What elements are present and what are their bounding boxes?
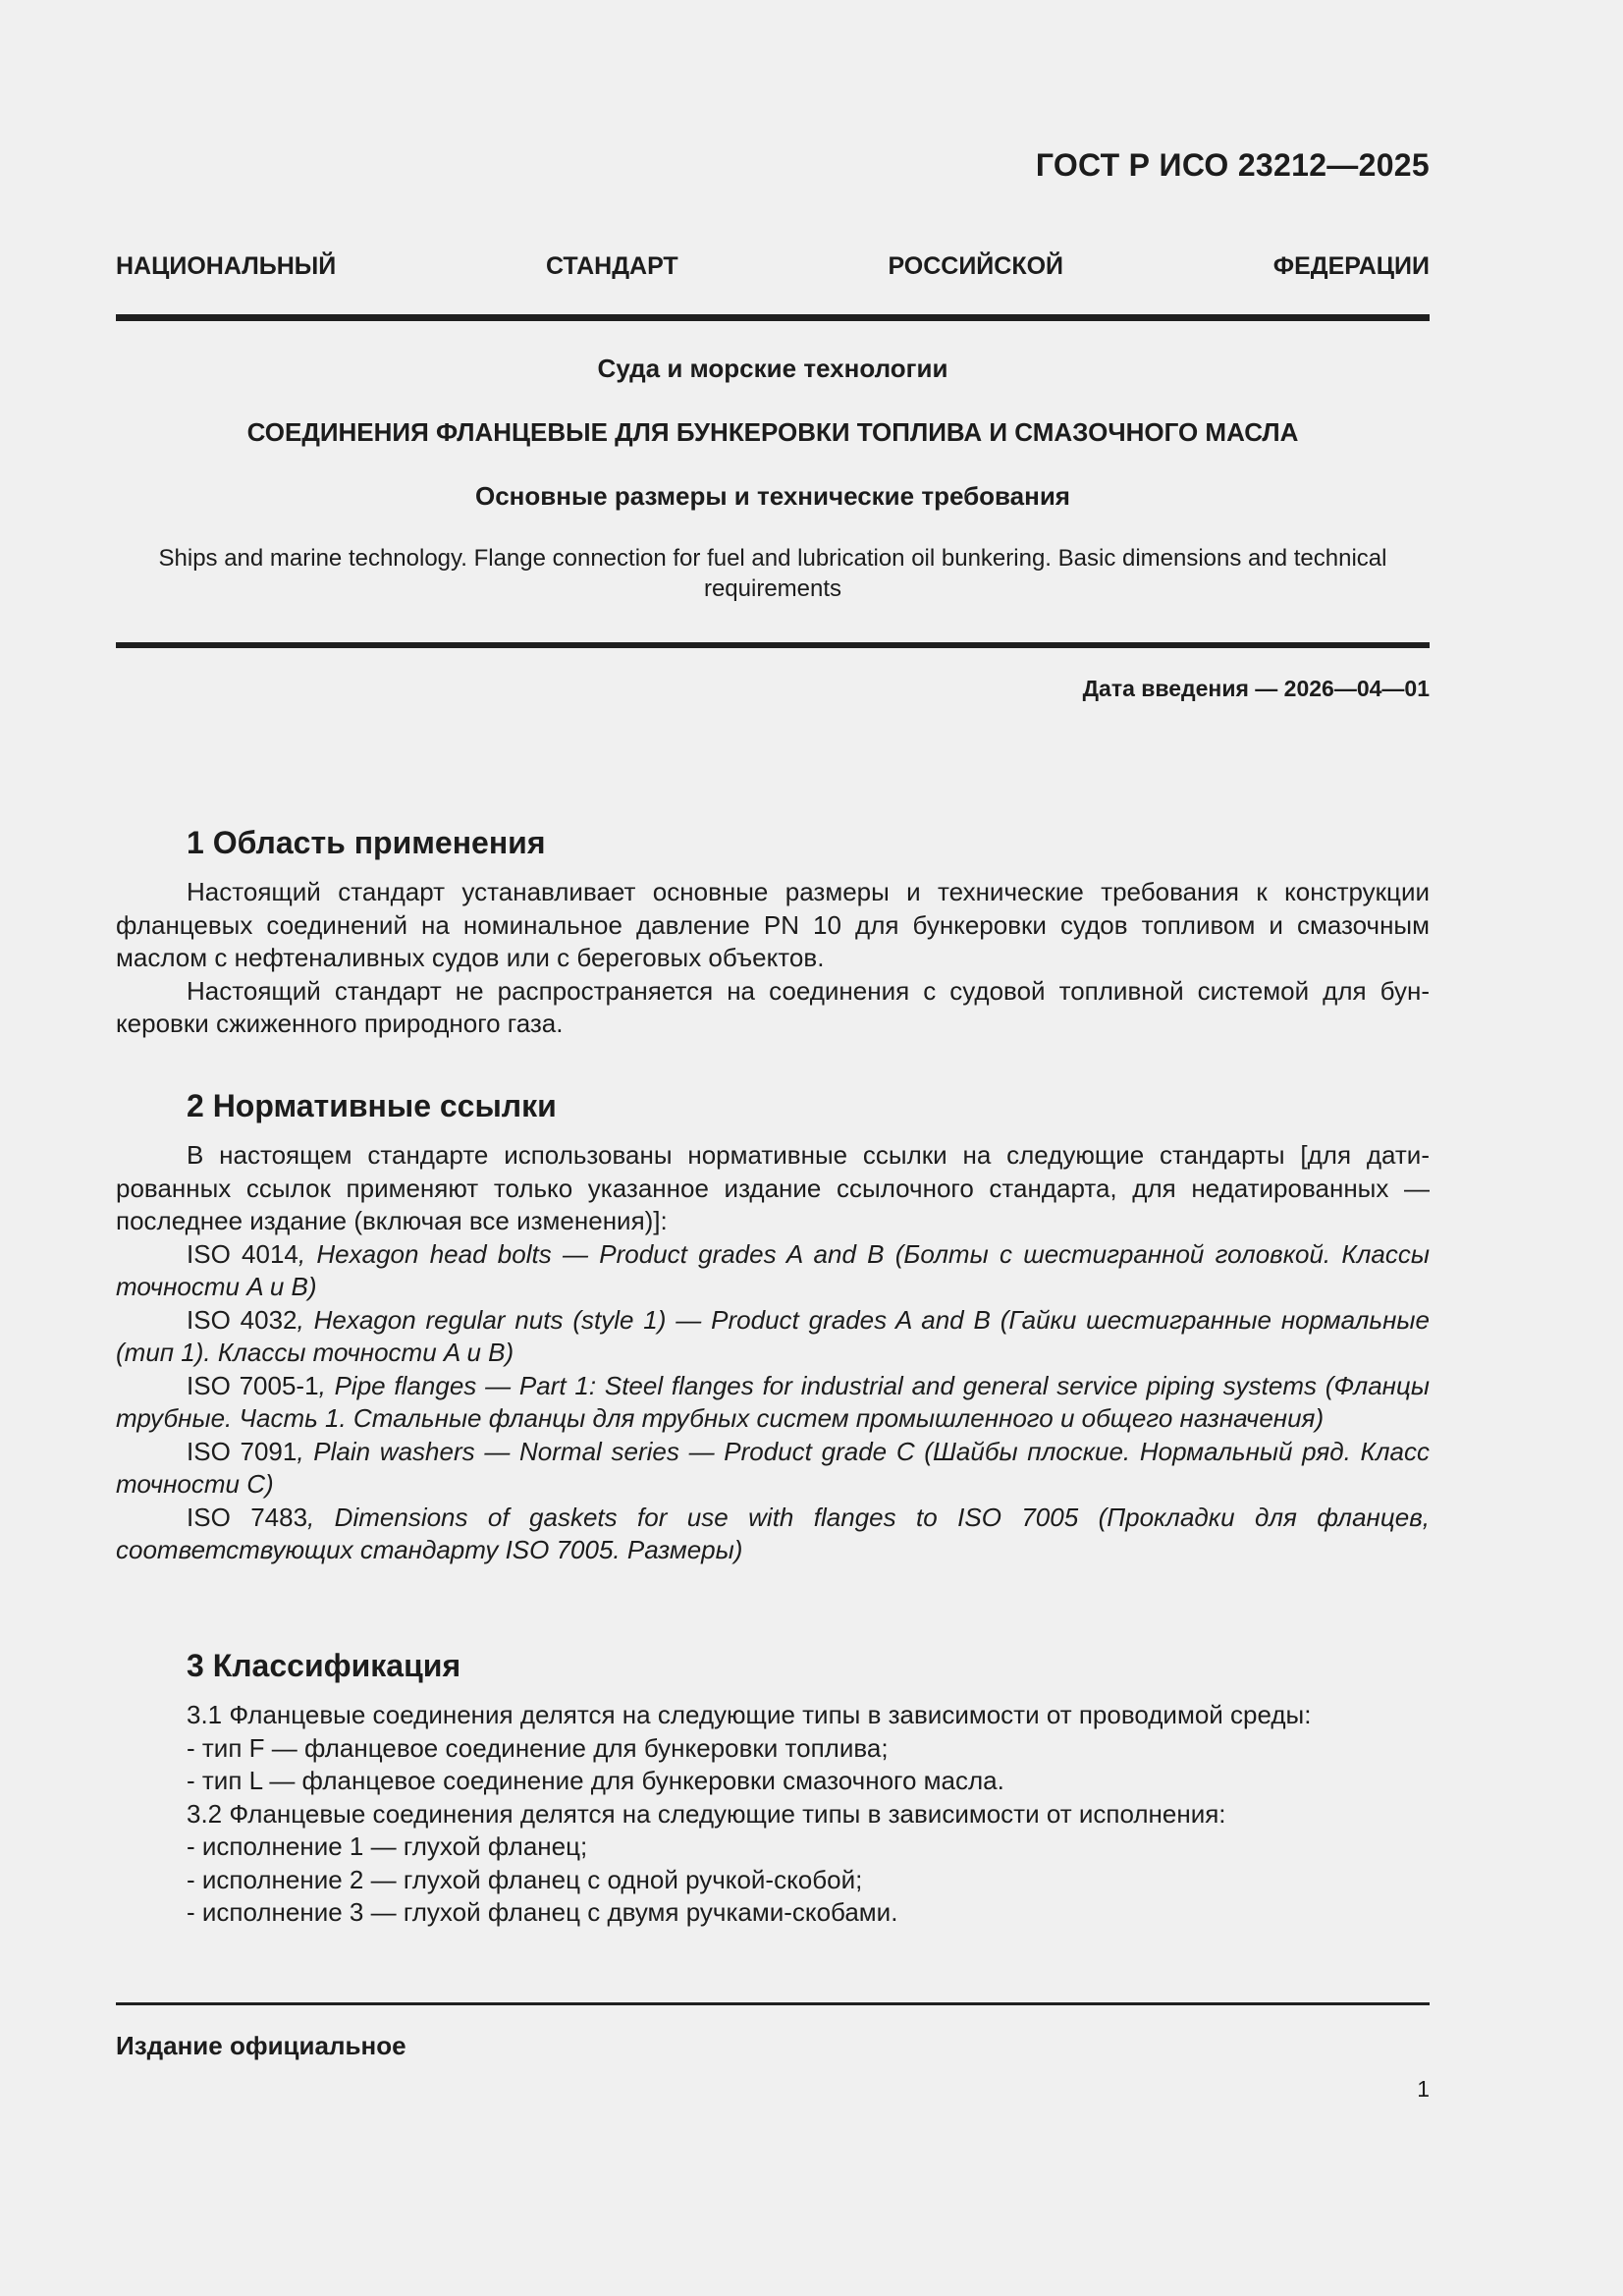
section-heading: 2 Нормативные ссылки <box>187 1088 557 1123</box>
reference-code: ISO 4032 <box>187 1304 298 1335</box>
reference-title: , Dimensions of gaskets for use with flanges to ISO 7005 (Прокладки для фланцев, соответствующих стандарту ISO 7005. Размеры) <box>116 1502 1430 1564</box>
reference-item <box>116 1502 1430 1567</box>
reference-title: , Hexagon regular nuts (style 1) — Product grades A and B (Гайки шестигранные нормальные (тип 1). Классы точности A и B) <box>116 1304 1430 1367</box>
classification-line: - исполнение 2 — глухой фланец с одной ручкой-скобой; <box>187 1864 863 1894</box>
classification-line: - исполнение 1 — глухой фланец; <box>187 1831 588 1861</box>
reference-code: ISO 7091 <box>187 1436 298 1466</box>
standard-category: Суда и морские технологии <box>597 354 948 383</box>
page-number: 1 <box>1417 2076 1430 2102</box>
reference-item <box>116 1370 1430 1436</box>
reference-code: ISO 7005-1 <box>187 1370 319 1400</box>
section-heading: 3 Классификация <box>187 1648 461 1683</box>
classification-line: - тип L — фланцевое соединение для бункеровки смазочного масла. <box>187 1766 1004 1795</box>
footer-divider <box>116 2002 1430 2005</box>
standard-subtitle: Основные размеры и технические требования <box>475 481 1070 511</box>
classification-line: - тип F — фланцевое соединение для бункеровки топлива; <box>187 1732 889 1763</box>
reference-title: , Pipe flanges — Part 1: Steel flanges for industrial and general service piping systems (Фланцы трубные. Часть 1. Стальные фланцы для трубных систем промышленного и общего назначения) <box>116 1370 1430 1433</box>
paragraph: Настоящий стандарт устанавливает основные размеры и технические требования к конструкции фланцевых соединений на номинальное давление PN 10 для бункеровки судов топливом и смазочным маслом с нефтеналивных судов или с береговых объектов. <box>116 877 1430 972</box>
official-edition-label: Издание официальное <box>116 2031 406 2060</box>
introduction-date: Дата введения — 2026—04—01 <box>1082 676 1430 701</box>
reference-title: , Plain washers — Normal series — Product grade C (Шайбы плоские. Нормальный ряд. Класс точности C) <box>116 1436 1430 1499</box>
section-scope <box>116 823 1430 1041</box>
classification-line: 3.2 Фланцевые соединения делятся на следующие типы в зависимости от исполнения: <box>187 1798 1226 1829</box>
paragraph: Настоящий стандарт не распространяется на соединения с судовой топливной системой для бункеровки сжиженного природного газа. <box>116 975 1430 1038</box>
paragraph: В настоящем стандарте использованы нормативные ссылки на следующие стандарты [для датированных ссылок применяют только указанное издание ссылочного стандарта, для недатированных — последнее издание (включая все изменения)]: <box>116 1140 1430 1235</box>
classification-line: - исполнение 3 — глухой фланец с двумя ручками-скобами. <box>187 1897 898 1927</box>
reference-code: ISO 4014 <box>187 1238 298 1269</box>
reference-item <box>116 1304 1430 1370</box>
standard-title: СОЕДИНЕНИЯ ФЛАНЦЕВЫЕ ДЛЯ БУНКЕРОВКИ ТОПЛИВА И СМАЗОЧНОГО МАСЛА <box>246 417 1299 447</box>
classification-line: 3.1 Фланцевые соединения делятся на следующие типы в зависимости от проводимой среды: <box>187 1700 1312 1729</box>
reference-title: , Hexagon head bolts — Product grades A and B (Болты с шестигранной головкой. Классы точности A и B) <box>116 1238 1430 1301</box>
reference-item <box>116 1436 1430 1502</box>
english-title: Ships and marine technology. Flange connection for fuel and lubrication oil bunkering. Basic dimensions and technical requirements <box>158 545 1387 602</box>
section-normative-references <box>116 1086 1430 1567</box>
reference-item <box>116 1238 1430 1304</box>
section-heading: 1 Область применения <box>187 825 546 860</box>
title-divider <box>116 642 1430 648</box>
section-classification <box>116 1646 1430 1930</box>
national-standard-heading: НАЦИОНАЛЬНЫЙ СТАНДАРТ РОССИЙСКОЙ ФЕДЕРАЦИИ <box>116 252 1430 280</box>
top-divider <box>116 314 1430 321</box>
document-number: ГОСТ Р ИСО 23212—2025 <box>1035 147 1430 183</box>
reference-code: ISO 7483 <box>187 1502 308 1532</box>
